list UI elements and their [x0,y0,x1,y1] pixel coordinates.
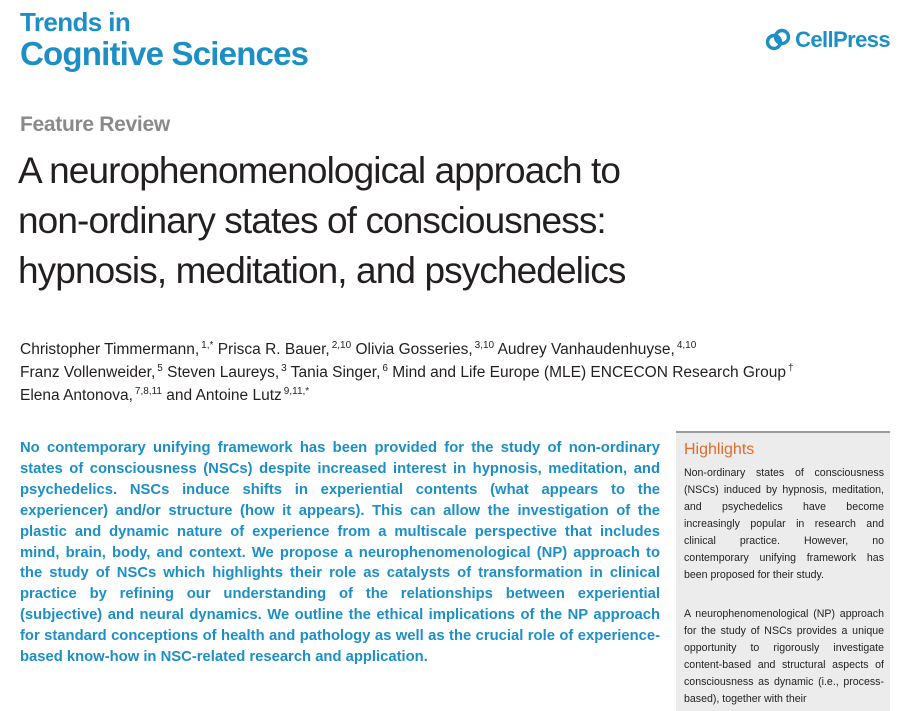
author-affiliation: 6 [382,363,388,374]
author-line [20,384,900,407]
author-name[interactable]: Elena Antonova, [20,387,133,404]
author-name[interactable]: Prisca R. Bauer, [217,341,330,358]
article-title-line: hypnosis, meditation, and psychedelics [18,250,626,291]
article-title [18,146,878,296]
author-affiliation: † [787,363,794,374]
author-affiliation: 5 [157,363,163,374]
author-line [20,361,900,384]
author-affiliation: 3 [281,363,287,374]
abstract: No contemporary unifying framework has been provided for the study of non-ordinary states of consciousness (NSCs) despite increased interest in hypnosis, meditation, and psychedelics. NSCs induce shifts in experiential contents (what appears to the experiencer) and/or structure (how it appears). This can allow the investigation of the plastic and dynamic nature of experience from a multiscale perspective that includes mind, brain, body, and context. We propose a neurophenomenological (NP) approach to the study of NSCs which highlights their role as catalysts of transformation in clinical practice by refining our understanding of the relationships between experiential (subjective) and neural dynamics. We outline the ethical implications of the NP approach for standard conceptions of health and pathology as well as the crucial role of experience-based know-how in NSC-related research and application. [20,440,660,666]
cellpress-logo-icon [765,28,791,52]
journal-title-line1: Trends in [20,7,131,37]
author-affiliation: 7,8,11 [134,386,162,397]
highlights-heading: Highlights [684,441,755,458]
author-affiliation: 4,10 [676,340,697,351]
article-title-line: A neurophenomenological approach to [18,150,621,191]
author-name[interactable]: Tania Singer, [290,364,381,381]
author-name[interactable]: Mind and Life Europe (MLE) ENCECON Research Group [392,364,786,381]
author-list [20,338,900,407]
highlights-paragraph: A neurophenomenological (NP) approach for the study of NSCs provides a unique opportunity to rigorously investigate content-based and structural aspects of consciousness as dynamic (i.e., process-based), together with their [684,608,884,705]
author-affiliation: 1,* [201,340,214,351]
author-name[interactable]: Christopher Timmermann, [20,341,200,358]
author-affiliation: 2,10 [331,340,352,351]
journal-title [20,8,308,72]
author-name[interactable]: and Antoine Lutz [166,387,282,404]
author-name[interactable]: Olivia Gosseries, [355,341,473,358]
author-name[interactable]: Franz Vollenweider, [20,364,156,381]
publisher-name: CellPress [795,27,890,52]
author-line [20,338,900,361]
highlights-paragraph: Non-ordinary states of consciousness (NSCs) induced by hypnosis, meditation, and psychedelics have become increasingly popular in research and clinical practice. However, no contemporary unifying framework has been proposed for their study. [684,467,884,581]
article-title-line: non-ordinary states of consciousness: [18,200,606,241]
publisher-brand [765,27,890,53]
highlights-box [676,431,890,711]
journal-title-line2: Cognitive Sciences [20,35,309,72]
author-name[interactable]: Audrey Vanhaudenhuyse, [497,341,675,358]
article-type-label: Feature Review [20,113,170,136]
author-affiliation: 9,11,* [283,386,310,397]
author-name[interactable]: Steven Laureys, [167,364,280,381]
author-affiliation: 3,10 [474,340,495,351]
